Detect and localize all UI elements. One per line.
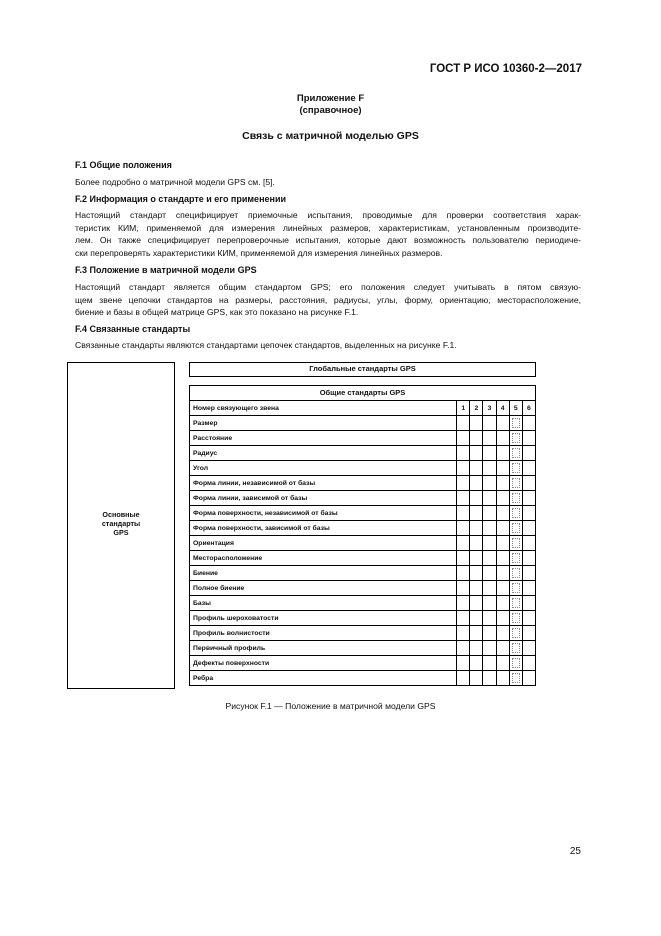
matrix-cell [483,461,496,476]
matrix-cell [470,461,483,476]
matrix-cell-highlighted [509,596,522,611]
matrix-cell [483,566,496,581]
matrix-row-label: Полное биение [190,581,457,596]
matrix-cell [522,581,535,596]
matrix-cell [483,491,496,506]
matrix-row-label: Первичный профиль [190,641,457,656]
matrix-row [190,521,535,536]
matrix-cell [522,596,535,611]
main-standards-label-line: стандарты [101,519,141,528]
matrix-cell-highlighted [509,626,522,641]
matrix-column-number: 4 [496,401,509,416]
matrix-cell [457,521,470,536]
paragraph-line: Более подробно о матричной модели GPS см. [5]. [75,177,275,187]
paragraph-line: ски перепроверять характеристики КИМ, применяемой для измерения линейных размеров. [75,247,443,258]
paragraph-line: Настоящий стандарт является общим стандартом GPS; его положения следует учитывать в пятом связую- [75,282,581,292]
matrix-title: Общие стандарты GPS [190,386,535,401]
matrix-cell [522,671,535,686]
matrix-cell [496,671,509,686]
matrix-cell [470,416,483,431]
matrix-cell [457,446,470,461]
matrix-cell [483,671,496,686]
matrix-cell-highlighted [509,476,522,491]
matrix-column-number: 3 [483,401,496,416]
matrix-cell [483,596,496,611]
matrix-cell [496,461,509,476]
matrix-cell [457,626,470,641]
section-title-f1: F.1 Общие положения [75,160,172,170]
matrix-cell [470,431,483,446]
matrix-cell [496,521,509,536]
matrix-column-number: 6 [522,401,535,416]
matrix-cell [483,551,496,566]
matrix-cell [496,551,509,566]
matrix-cell [457,431,470,446]
matrix-row-label: Форма линии, независимой от базы [190,476,457,491]
matrix-cell [457,596,470,611]
matrix-cell [457,461,470,476]
matrix-cell [470,536,483,551]
matrix-cell [496,611,509,626]
document-standard-header: ГОСТ Р ИСО 10360-2—2017 [429,63,582,75]
paragraph-line: щем звене цепочки стандартов на размеры, расстояния, радиусы, углы, форму, ориентацию, месторасположение, [75,294,581,305]
matrix-cell [470,626,483,641]
section-title-f4: F.4 Связанные стандарты [75,324,191,334]
matrix-cell [457,416,470,431]
matrix-column-number: 5 [509,401,522,416]
matrix-cell [470,611,483,626]
matrix-cell [496,566,509,581]
matrix-cell [483,581,496,596]
matrix-cell-highlighted [509,446,522,461]
matrix-cell [522,521,535,536]
matrix-cell [470,521,483,536]
matrix-row-label: Форма поверхности, независимой от базы [190,506,457,521]
matrix-cell [457,551,470,566]
matrix-row-label: Ориентация [190,536,457,551]
appendix-title: Приложение F [296,93,365,104]
matrix-cell [457,581,470,596]
matrix-cell [457,491,470,506]
matrix-cell [483,656,496,671]
matrix-cell [483,641,496,656]
matrix-row-label: Ребра [190,671,457,686]
general-standards-matrix [189,385,536,686]
matrix-row [190,536,535,551]
matrix-cell [522,611,535,626]
matrix-row [190,671,535,686]
matrix-cell [496,416,509,431]
matrix-row [190,506,535,521]
matrix-cell [496,506,509,521]
section-body-f4 [75,339,581,352]
matrix-cell [457,671,470,686]
matrix-cell-highlighted [509,581,522,596]
matrix-cell [483,431,496,446]
matrix-column-number: 1 [457,401,470,416]
matrix-cell [522,536,535,551]
appendix-heading: Связь с матричной моделью GPS [242,130,419,142]
matrix-row [190,581,535,596]
paragraph-line: лем. Он также специфицирует перепроверочные испытания, которые дают возможность пользователю периодиче- [75,235,581,245]
matrix-row-label: Профиль волнистости [190,626,457,641]
matrix-cell [483,521,496,536]
matrix-cell-highlighted [509,431,522,446]
paragraph-line: Настоящий стандарт специфицирует приемочные испытания, проводимые для проверки соответствия харак- [75,210,581,220]
matrix-cell [470,581,483,596]
section-body-f1 [75,176,581,189]
matrix-cell [483,536,496,551]
matrix-cell [522,476,535,491]
matrix-cell-highlighted [509,671,522,686]
matrix-cell [522,431,535,446]
matrix-cell [522,641,535,656]
section-body-f3 [75,281,581,319]
main-standards-label-line: GPS [113,528,129,537]
paragraph-line: биение и базы в общей матрице GPS, как это показано на рисунке F.1. [75,307,359,317]
matrix-cell [496,596,509,611]
matrix-cell [522,491,535,506]
matrix-row [190,461,535,476]
matrix-cell [457,536,470,551]
matrix-cell [522,656,535,671]
section-title-f3: F.3 Положение в матричной модели GPS [75,265,257,275]
matrix-row [190,626,535,641]
matrix-cell [470,491,483,506]
figure-caption: Рисунок F.1 — Положение в матричной модели GPS [225,701,436,711]
matrix-cell [496,491,509,506]
matrix-cell [470,656,483,671]
matrix-row [190,476,535,491]
matrix-cell [470,596,483,611]
section-title-f2: F.2 Информация о стандарте и его применении [75,194,287,204]
matrix-cell [522,416,535,431]
matrix-row [190,416,535,431]
matrix-row-label: Радиус [190,446,457,461]
matrix-cell [496,446,509,461]
matrix-cell [457,656,470,671]
matrix-row [190,641,535,656]
matrix-cell [457,641,470,656]
matrix-row [190,491,535,506]
matrix-cell [496,656,509,671]
matrix-cell-highlighted [509,641,522,656]
matrix-cell [457,611,470,626]
matrix-row-label: Угол [190,461,457,476]
matrix-cell [496,581,509,596]
matrix-cell [457,566,470,581]
matrix-cell [522,506,535,521]
matrix-cell [457,506,470,521]
matrix-cell-highlighted [509,416,522,431]
matrix-cell-highlighted [509,656,522,671]
matrix-row-label: Месторасположение [190,551,457,566]
matrix-cell-highlighted [509,521,522,536]
matrix-cell [522,551,535,566]
matrix-cell [496,431,509,446]
matrix-row [190,611,535,626]
matrix-cell [470,671,483,686]
matrix-row-label: Базы [190,596,457,611]
matrix-cell-highlighted [509,491,522,506]
main-standards-box [67,362,175,689]
matrix-row-label: Расстояние [190,431,457,446]
matrix-row-label: Биение [190,566,457,581]
matrix-cell-highlighted [509,611,522,626]
matrix-cell [522,461,535,476]
matrix-cell [457,476,470,491]
matrix-row-label: Форма линии, зависимой от базы [190,491,457,506]
matrix-cell [470,551,483,566]
matrix-row [190,551,535,566]
matrix-cell [470,566,483,581]
matrix-cell [522,566,535,581]
matrix-cell [483,416,496,431]
matrix-cell [483,506,496,521]
section-body-f2 [75,209,581,259]
matrix-row-label: Профиль шероховатости [190,611,457,626]
paragraph-line: теристик КИМ, применяемой для измерения линейных размеров, характеристикам, установленным производите- [75,222,581,233]
matrix-cell [496,476,509,491]
matrix-cell [496,536,509,551]
matrix-row [190,566,535,581]
matrix-cell-highlighted [509,566,522,581]
matrix-cell-highlighted [509,536,522,551]
matrix-table [190,401,535,685]
matrix-cell [483,611,496,626]
matrix-row [190,656,535,671]
matrix-cell [470,641,483,656]
main-standards-label [68,510,174,537]
matrix-cell-highlighted [509,461,522,476]
matrix-row-label: Форма поверхности, зависимой от базы [190,521,457,536]
matrix-cell-highlighted [509,551,522,566]
matrix-cell [522,626,535,641]
matrix-cell [470,446,483,461]
matrix-header-label: Номер связующего звена [190,401,457,416]
matrix-cell [483,446,496,461]
matrix-column-number: 2 [470,401,483,416]
matrix-row-label: Размер [190,416,457,431]
matrix-row [190,446,535,461]
matrix-cell [496,641,509,656]
paragraph-line: Связанные стандарты являются стандартами цепочек стандартов, выделенных на рисунке F.1. [75,340,457,350]
matrix-cell [496,626,509,641]
appendix-subtitle: (справочное) [299,105,362,116]
matrix-cell [470,506,483,521]
matrix-cell [483,626,496,641]
page-number: 25 [569,846,581,857]
matrix-header-row [190,401,535,416]
matrix-row-label: Дефекты поверхности [190,656,457,671]
global-standards-box: Глобальные стандарты GPS [189,362,536,377]
matrix-row [190,431,535,446]
matrix-row [190,596,535,611]
matrix-cell [522,446,535,461]
matrix-cell-highlighted [509,506,522,521]
matrix-cell [483,476,496,491]
matrix-cell [470,476,483,491]
main-standards-label-line: Основные [102,510,140,519]
